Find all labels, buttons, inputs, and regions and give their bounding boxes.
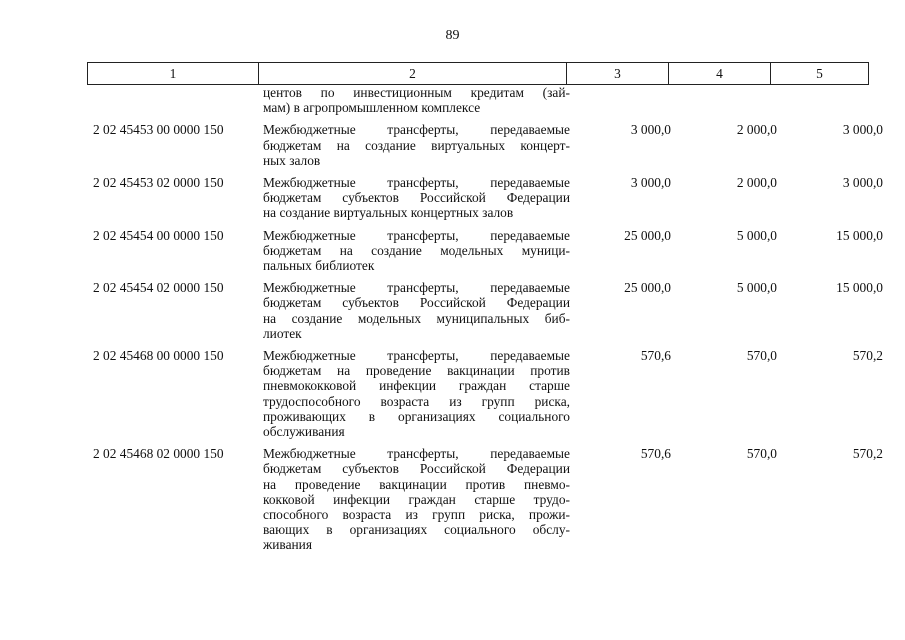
column-header-2: 2 bbox=[259, 63, 567, 85]
budget-code: 2 02 45454 02 0000 150 bbox=[93, 280, 224, 296]
column-header-4: 4 bbox=[669, 63, 771, 85]
description-line: пальных библиотек bbox=[263, 258, 375, 274]
description-line: Межбюджетные трансферты, передаваемые bbox=[263, 280, 570, 296]
page-number: 89 bbox=[445, 28, 460, 43]
value-col-5: 570,2 bbox=[852, 348, 883, 364]
value-col-5: 3 000,0 bbox=[842, 122, 883, 138]
table-row bbox=[87, 228, 888, 274]
description-line: бюджетам на проведение вакцинации против bbox=[263, 363, 570, 379]
row-spacer-cell bbox=[87, 439, 888, 446]
budget-code: 2 02 45453 00 0000 150 bbox=[93, 122, 224, 138]
value-col-3: 570,6 bbox=[640, 446, 671, 462]
value-col-5 bbox=[782, 85, 888, 115]
table-row bbox=[87, 122, 888, 168]
value-col-4 bbox=[676, 85, 782, 115]
description-line: бюджетам на создание виртуальных концерт- bbox=[263, 137, 570, 153]
value-col-5: 3 000,0 bbox=[842, 175, 883, 191]
description-line: вающих в организациях социального обслу- bbox=[263, 522, 570, 538]
row-spacer-cell bbox=[87, 221, 888, 228]
description-line: пневмококковой инфекции граждан старше bbox=[263, 378, 570, 394]
value-col-3 bbox=[570, 85, 676, 115]
description bbox=[263, 280, 570, 341]
row-spacer-cell bbox=[87, 273, 888, 280]
column-header-3: 3 bbox=[567, 63, 669, 85]
description-line: трудоспособного возраста из групп риска, bbox=[263, 393, 570, 409]
description-line: Межбюджетные трансферты, передаваемые bbox=[263, 122, 570, 138]
budget-code: 2 02 45453 02 0000 150 bbox=[93, 175, 224, 191]
table-row bbox=[87, 280, 888, 341]
row-spacer bbox=[87, 168, 888, 175]
budget-code bbox=[87, 85, 263, 115]
description-line: живания bbox=[263, 537, 312, 553]
description-line: бюджетам субъектов Российской Федерации bbox=[263, 295, 570, 311]
value-col-5: 15 000,0 bbox=[836, 280, 883, 296]
description bbox=[263, 446, 570, 552]
value-col-5: 15 000,0 bbox=[836, 227, 883, 243]
description-line: бюджетам субъектов Российской Федерации bbox=[263, 461, 570, 477]
description-line: обслуживания bbox=[263, 424, 345, 440]
description-line: кокковой инфекции граждан старше трудо- bbox=[263, 491, 570, 507]
row-spacer-cell bbox=[87, 115, 888, 122]
budget-code: 2 02 45468 02 0000 150 bbox=[93, 446, 224, 462]
description-line: на создание виртуальных концертных залов bbox=[263, 205, 514, 221]
value-col-3: 3 000,0 bbox=[630, 175, 671, 191]
row-spacer bbox=[87, 273, 888, 280]
description-line: на создание модельных муниципальных биб- bbox=[263, 310, 570, 326]
column-header-table bbox=[87, 62, 869, 85]
budget-code: 2 02 45454 00 0000 150 bbox=[93, 227, 224, 243]
value-col-4: 570,0 bbox=[746, 348, 777, 364]
column-header-1: 1 bbox=[88, 63, 259, 85]
description-line: Межбюджетные трансферты, передаваемые bbox=[263, 446, 570, 462]
description bbox=[263, 348, 570, 439]
row-spacer bbox=[87, 115, 888, 122]
description-line: Межбюджетные трансферты, передаваемые bbox=[263, 227, 570, 243]
budget-code: 2 02 45468 00 0000 150 bbox=[93, 348, 224, 364]
description bbox=[263, 85, 570, 115]
value-col-5: 570,2 bbox=[852, 446, 883, 462]
value-col-4: 5 000,0 bbox=[736, 227, 777, 243]
value-col-4: 5 000,0 bbox=[736, 280, 777, 296]
description-line: Межбюджетные трансферты, передаваемые bbox=[263, 348, 570, 364]
row-spacer bbox=[87, 439, 888, 446]
table-row bbox=[87, 175, 888, 221]
description bbox=[263, 122, 570, 168]
value-col-3: 25 000,0 bbox=[624, 280, 671, 296]
description-line: проживающих в организациях социального bbox=[263, 408, 570, 424]
table-row bbox=[87, 85, 888, 115]
row-spacer bbox=[87, 341, 888, 348]
table-row bbox=[87, 446, 888, 552]
description-line: бюджетам на создание модельных муници- bbox=[263, 242, 570, 258]
description-line: мам) в агропромышленном комплексе bbox=[263, 100, 481, 116]
row-spacer-cell bbox=[87, 341, 888, 348]
description-line: центов по инвестиционным кредитам (зай- bbox=[263, 85, 570, 100]
description-line: способного возраста из групп риска, прожи- bbox=[263, 507, 570, 523]
value-col-4: 2 000,0 bbox=[736, 122, 777, 138]
column-header-row bbox=[88, 63, 869, 85]
row-spacer-cell bbox=[87, 168, 888, 175]
value-col-3: 570,6 bbox=[640, 348, 671, 364]
description-line: Межбюджетные трансферты, передаваемые bbox=[263, 175, 570, 191]
description-line: на проведение вакцинации против пневмо- bbox=[263, 476, 570, 492]
value-col-4: 2 000,0 bbox=[736, 175, 777, 191]
column-header-5: 5 bbox=[771, 63, 869, 85]
description bbox=[263, 228, 570, 274]
description-line: лиотек bbox=[263, 325, 302, 341]
value-col-4: 570,0 bbox=[746, 446, 777, 462]
budget-table-body bbox=[87, 85, 888, 553]
value-col-3: 3 000,0 bbox=[630, 122, 671, 138]
table-row bbox=[87, 348, 888, 439]
value-col-3: 25 000,0 bbox=[624, 227, 671, 243]
description bbox=[263, 175, 570, 221]
row-spacer bbox=[87, 221, 888, 228]
description-line: ных залов bbox=[263, 152, 321, 168]
budget-table bbox=[87, 85, 888, 553]
description-line: бюджетам субъектов Российской Федерации bbox=[263, 190, 570, 206]
